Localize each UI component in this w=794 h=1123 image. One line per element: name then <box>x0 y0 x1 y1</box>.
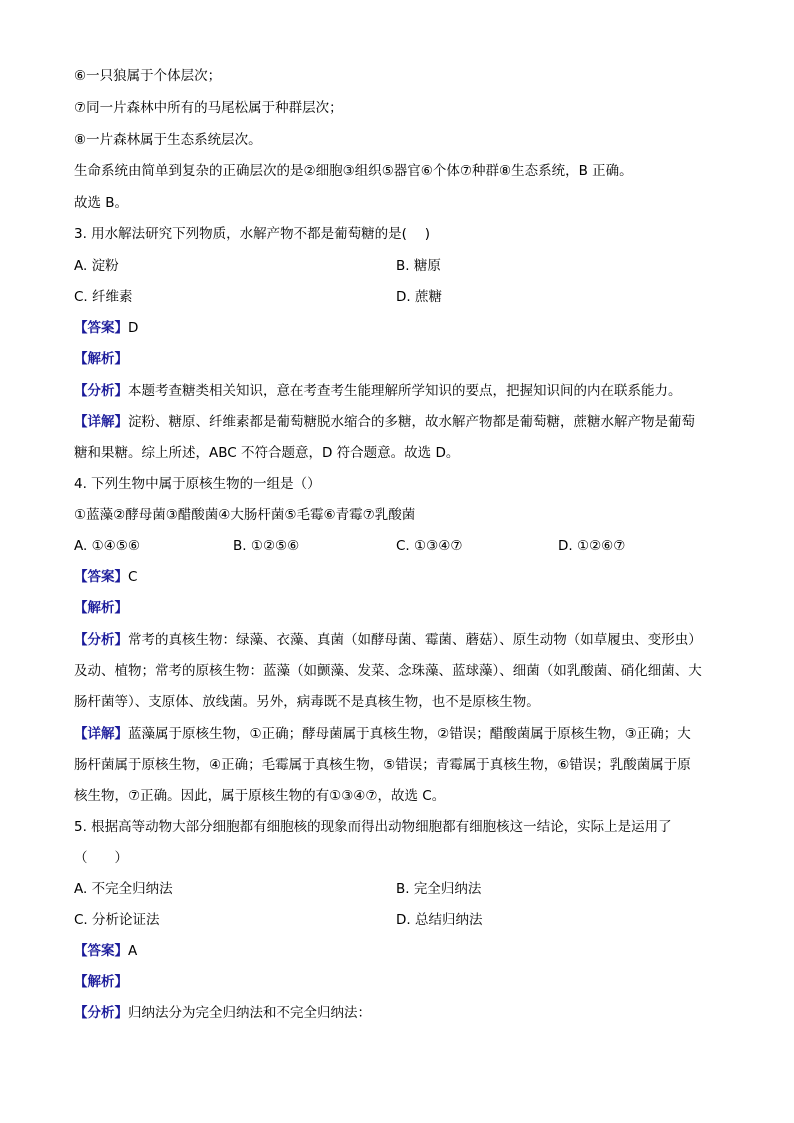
q4-xiangjie-cont: 肠杆菌属于原核生物，④正确；毛霉属于真核生物，⑤错误；青霉属于真核生物，⑥错误；乳酸菌属于原 <box>74 757 691 773</box>
q4-answer <box>74 567 137 587</box>
q3-option-c: C. 纤维素 <box>74 289 133 305</box>
question-5-blank: （ ） <box>74 850 128 866</box>
q4-fenxi-cont: 及动、植物；常考的原核生物：蓝藻（如颤藻、发菜、念珠藻、蓝球藻）、细菌（如乳酸菌、硝化细菌、大 <box>74 663 702 679</box>
question-3-text: 3. 用水解法研究下列物质，水解产物不都是葡萄糖的是( ) <box>74 226 430 242</box>
q3-option-d: D. 蔗糖 <box>396 289 442 305</box>
q5-analysis-heading <box>74 972 128 992</box>
question-5-text: 5. 根据高等动物大部分细胞都有细胞核的现象而得出动物细胞都有细胞核这一结论，实际上是运用了 <box>74 819 672 835</box>
xiangjie-tag: 【详解】 <box>74 414 128 430</box>
analysis-tag: 【解析】 <box>74 600 128 616</box>
q3-answer <box>74 318 138 338</box>
q4-organism-list: ①蓝藻②酵母菌③醋酸菌④大肠杆菌⑤毛霉⑥青霉⑦乳酸菌 <box>74 507 416 523</box>
text-line: ⑧一片森林属于生态系统层次。 <box>74 132 262 148</box>
q4-xiangjie-cont: 核生物，⑦正确。因此，属于原核生物的有①③④⑦，故选 C。 <box>74 788 446 804</box>
q5-option-b: B. 完全归纳法 <box>396 881 482 897</box>
q5-option-a: A. 不完全归纳法 <box>74 881 173 897</box>
analysis-tag: 【解析】 <box>74 974 128 990</box>
q4-option-a: A. ①④⑤⑥ <box>74 538 140 554</box>
q3-xiangjie <box>74 412 695 432</box>
text-line: 生命系统由简单到复杂的正确层次的是②细胞③组织⑤器官⑥个体⑦种群⑧生态系统，B 正确。 <box>74 163 633 179</box>
q4-fenxi <box>74 630 702 650</box>
q3-option-b: B. 糖原 <box>396 258 441 274</box>
xiangjie-text: 淀粉、糖原、纤维素都是葡萄糖脱水缩合的多糖，故水解产物都是葡萄糖，蔗糖水解产物是葡萄 <box>128 414 695 430</box>
q4-option-d: D. ①②⑥⑦ <box>558 538 626 554</box>
q4-analysis-heading <box>74 598 128 618</box>
q3-fenxi <box>74 381 682 401</box>
answer-tag: 【答案】 <box>74 569 128 585</box>
text-line: 故选 B。 <box>74 195 129 211</box>
answer-value: A <box>128 943 138 959</box>
q5-option-d: D. 总结归纳法 <box>396 912 483 928</box>
q4-option-c: C. ①③④⑦ <box>396 538 463 554</box>
fenxi-text: 常考的真核生物：绿藻、衣藻、真菌（如酵母菌、霉菌、蘑菇）、原生动物（如草履虫、变形虫） <box>128 632 702 648</box>
q5-answer <box>74 941 137 961</box>
analysis-tag: 【解析】 <box>74 351 128 367</box>
text-line: ⑥一只狼属于个体层次； <box>74 68 222 84</box>
q3-option-a: A. 淀粉 <box>74 258 119 274</box>
q4-fenxi-cont: 肠杆菌等）、支原体、放线菌。另外，病毒既不是真核生物，也不是原核生物。 <box>74 694 540 710</box>
answer-value: D <box>128 320 139 336</box>
fenxi-tag: 【分析】 <box>74 1005 128 1021</box>
question-4-text: 4. 下列生物中属于原核生物的一组是（） <box>74 476 321 492</box>
q5-option-c: C. 分析论证法 <box>74 912 160 928</box>
q3-xiangjie-cont: 糖和果糖。综上所述，ABC 不符合题意，D 符合题意。故选 D。 <box>74 445 460 461</box>
q5-fenxi <box>74 1003 371 1023</box>
fenxi-text: 本题考查糖类相关知识，意在考查考生能理解所学知识的要点，把握知识间的内在联系能力。 <box>128 383 682 399</box>
fenxi-text: 归纳法分为完全归纳法和不完全归纳法： <box>128 1005 371 1021</box>
fenxi-tag: 【分析】 <box>74 632 128 648</box>
text-line: ⑦同一片森林中所有的马尾松属于种群层次； <box>74 100 343 116</box>
q4-xiangjie <box>74 724 691 744</box>
answer-tag: 【答案】 <box>74 943 128 959</box>
xiangjie-text: 蓝藻属于原核生物，①正确；酵母菌属于真核生物，②错误；醋酸菌属于原核生物，③正确；大 <box>128 726 691 742</box>
fenxi-tag: 【分析】 <box>74 383 128 399</box>
q4-option-b: B. ①②⑤⑥ <box>233 538 300 554</box>
answer-value: C <box>128 569 138 585</box>
xiangjie-tag: 【详解】 <box>74 726 128 742</box>
q3-analysis-heading <box>74 349 128 369</box>
answer-tag: 【答案】 <box>74 320 128 336</box>
